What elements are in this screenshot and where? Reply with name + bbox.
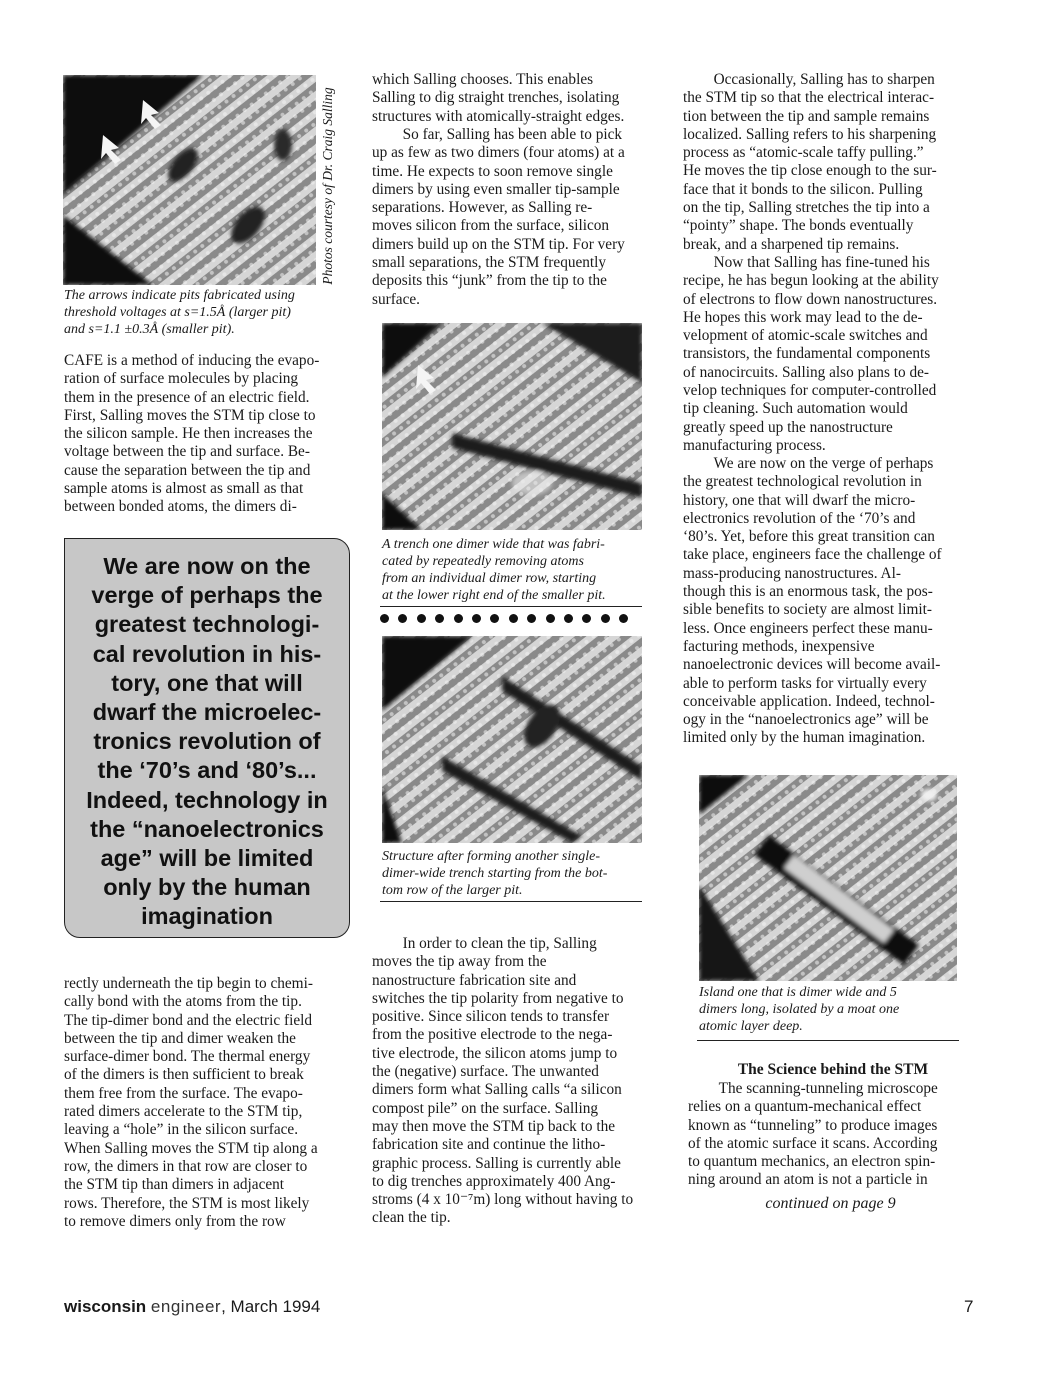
section-heading: The Science behind the STM [737,1061,929,1078]
pull-quote-text: We are now on the verge of perhaps the greatest technologi- cal revolution in his- tory, one that will dwarf the microelec- tronics revolution of the ‘70’s and ‘80’s... Indeed, technology in the “nanoelectronics age” will be limited only by the human imagination [86,553,328,930]
caption-photo2: A trench one dimer wide that was fabri- cated by repeatedly removing atoms from an individual dimer row, starting at the lower right end of the smaller pit. [382,537,606,603]
col2-paragraph-2: So far, Salling has been able to pick up as few as two dimers (four atoms) at a time. He expects to soon remove single dimers by using even smaller tip-sample separations. However, as Salling re- moves silicon from the surface, silicon dimers build up on the STM tip. For very small separations, the STM frequently deposits this “junk” from the tip to the surface. [372,126,625,308]
stm-image-pits [63,75,316,285]
caption-rule [380,901,642,902]
footer-masthead [64,1297,320,1317]
stm-image-island [699,775,957,981]
caption-photo4: Island one that is dimer wide and 5 dimers long, isolated by a moat one atomic layer deep. [699,985,900,1034]
col1-paragraph-1: CAFE is a method of inducing the evapo- ration of surface molecules by placing them in the presence of an electric field. First, Salling moves the STM tip close to the silicon sample. He then increases the voltage between the tip and surface. Be- cause the separation between the tip and sample atoms is almost as small as that between bonded atoms, the dimers di- [64,352,320,516]
footer-brand: wisconsin [64,1297,147,1316]
col3-paragraph-2: Now that Salling has fine-tuned his recipe, he has begun looking at the ability of electrons to flow down nanostructures. He hopes this work may lead to the de- velopment of atomic-scale switches and transistors, the fundamental components of nanocircuits. Salling also plans to de- velop techniques for computer-controlled tip cleaning. Such automation would greatly speed up the nanostructure manufacturing process. [683,254,939,454]
photo-credit: Photos courtesy of Dr. Craig Salling [320,86,335,285]
caption-photo1: The arrows indicate pits fabricated using threshold voltages at s=1.5Å (larger pit) and s=1.1 ±0.3Å (smaller pit). [64,288,295,337]
pull-quote-box [64,538,350,938]
col3-paragraph-3: We are now on the verge of perhaps the greatest technological revolution in history, one that will dwarf the micro- electronics revolution of the ‘70’s and ‘80’s. Yet, before this great transition can take place, engineers face the challenge of mass-producing nanostructures. Al- though this is an enormous task, the pos- sible benefits to society are almost limit- less. Once engineers perfect these manu- facturing methods, inexpensive nanoelectronic devices will become avail- able to perform tasks for virtually every conceivable application. Indeed, technol- ogy in the “nanoelectronics age” will be limited only by the human imagination. [683,455,942,747]
footer-magazine: engineer [150,1297,222,1316]
caption-rule [380,606,642,607]
col3-paragraph-1: Occasionally, Salling has to sharpen the STM tip so that the electrical interac- tion between the tip and sample remains localized. Salling refers to his sharpening process as “atomic-scale taffy pulling.” He moves the tip close enough to the sur- face that it bonds to the silicon. Pulling on the tip, Salling stretches the tip into a “pointy” shape. The bonds eventually break, and a sharpened tip remains. [683,71,937,253]
caption-photo3: Structure after forming another single- dimer-wide trench starting from the bot- tom row of the larger pit. [382,849,608,898]
dot-divider [380,610,642,630]
col2-paragraph-1: which Salling chooses. This enables Salling to dig straight trenches, isolating structures with atomically-straight edges. [372,71,625,125]
col3-paragraph-4: The scanning-tunneling microscope relies on a quantum-mechanical effect known as “tunneling” to produce images of the atomic surface it scans. According to quantum mechanics, an electron spin- ning around an atom is not a particle in [688,1080,938,1189]
continued-note: continued on page 9 [765,1195,896,1212]
footer-date: , March 1994 [221,1297,321,1316]
page-number: 7 [964,1297,974,1316]
col1-paragraph-2: rectly underneath the tip begin to chemi- cally bond with the atoms from the tip. The tip-dimer bond and the electric field between the tip and dimer weaken the surface-dimer bond. The thermal energy of the dimers is then sufficient to break them free from the surface. The evapo- rated dimers accelerate to the STM tip, leaving a “hole” in the silicon surface. When Salling moves the STM tip along a row, the dimers in that row are closer to the STM tip than dimers in adjacent rows. Therefore, the STM is most likely to remove dimers only from the row [64,975,318,1230]
stm-image-second-trench [382,636,642,843]
col2-paragraph-3: In order to clean the tip, Salling moves the tip away from the nanostructure fabrication site and switches the tip polarity from negative to positive. Since silicon tends to transfer from the positive electrode to the nega- tive electrode, the silicon atoms jump to the (negative) surface. The unwanted dimers form what Salling calls “a silicon compost pile” on the surface. Salling may then move the STM tip back to the fabrication site and continue the litho- graphic process. Salling is currently able to dig trenches approximately 400 Ang- stroms (4 x 10⁻⁷m) long without having to clean the tip. [372,935,634,1227]
stm-image-trench [382,323,642,530]
caption-rule [697,1040,959,1041]
